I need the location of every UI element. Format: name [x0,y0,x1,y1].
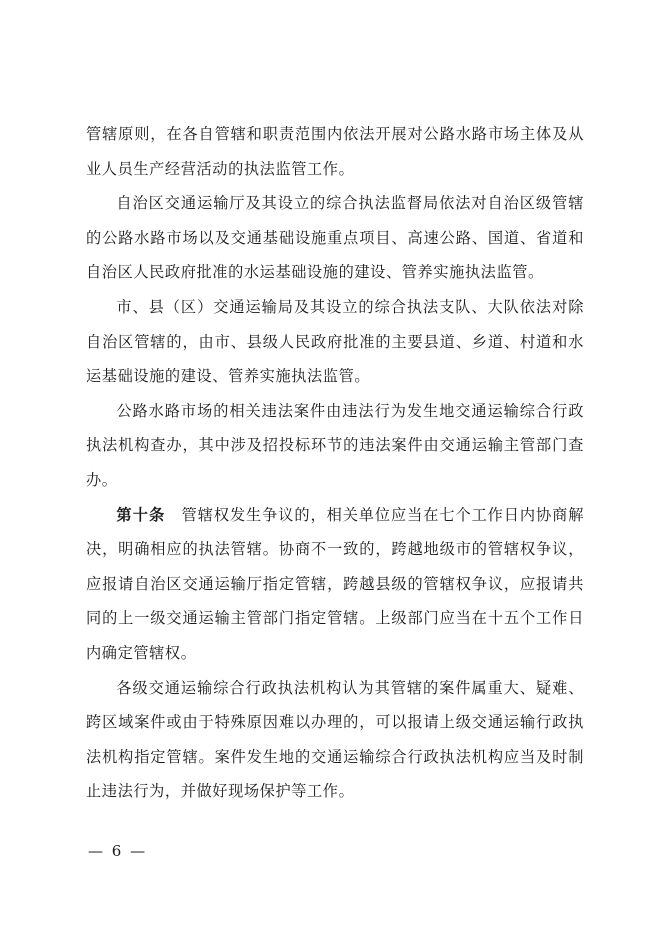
paragraph-city-county: 市、县（区）交通运输局及其设立的综合执法支队、大队依法对除自治区管辖的，由市、县级人民政府批准的主要县道、乡道、村道和水运基础设施的建设、管养实施执法监管。 [86,297,584,386]
paragraph-violation-cases: 公路水路市场的相关违法案件由违法行为发生地交通运输综合行政执法机构查办，其中涉及招投标环节的违法案件由交通运输主管部门查办。 [86,401,584,489]
paragraph-closing: 各级交通运输综合行政执法机构认为其管辖的案件属重大、疑难、跨区域案件或由于特殊原因难以办理的，可以报请上级交通运输行政执法机构指定管辖。案件发生地的交通运输综合行政执法机构应当及时制止违法行为，并做好现场保护等工作。 [86,678,584,801]
document-body [86,117,584,809]
article-heading: 第十条 [116,505,166,524]
article-ten-text: 管辖权发生争议的，相关单位应当在七个工作日内协商解决，明确相应的执法管辖。协商不一致的，跨越地级市的管辖权争议，应报请自治区交通运输厅指定管辖，跨越县级的管辖权争议，应报请共同的上一级交通运输主管部门指定管辖。上级部门应当在十五个工作日内确定管辖权。 [86,505,584,662]
paragraph-autonomous-region: 自治区交通运输厅及其设立的综合执法监督局依法对自治区级管辖的公路水路市场以及交通基础设施重点项目、高速公路、国道、省道和自治区人民政府批准的水运基础设施的建设、管养实施执法监管。 [86,194,584,282]
paragraph-continuation: 管辖原则，在各自管辖和职责范围内依法开展对公路水路市场主体及从业人员生产经营活动的执法监管工作。 [86,125,584,178]
article-ten [86,498,584,671]
page-number: — 6 — [88,842,148,860]
